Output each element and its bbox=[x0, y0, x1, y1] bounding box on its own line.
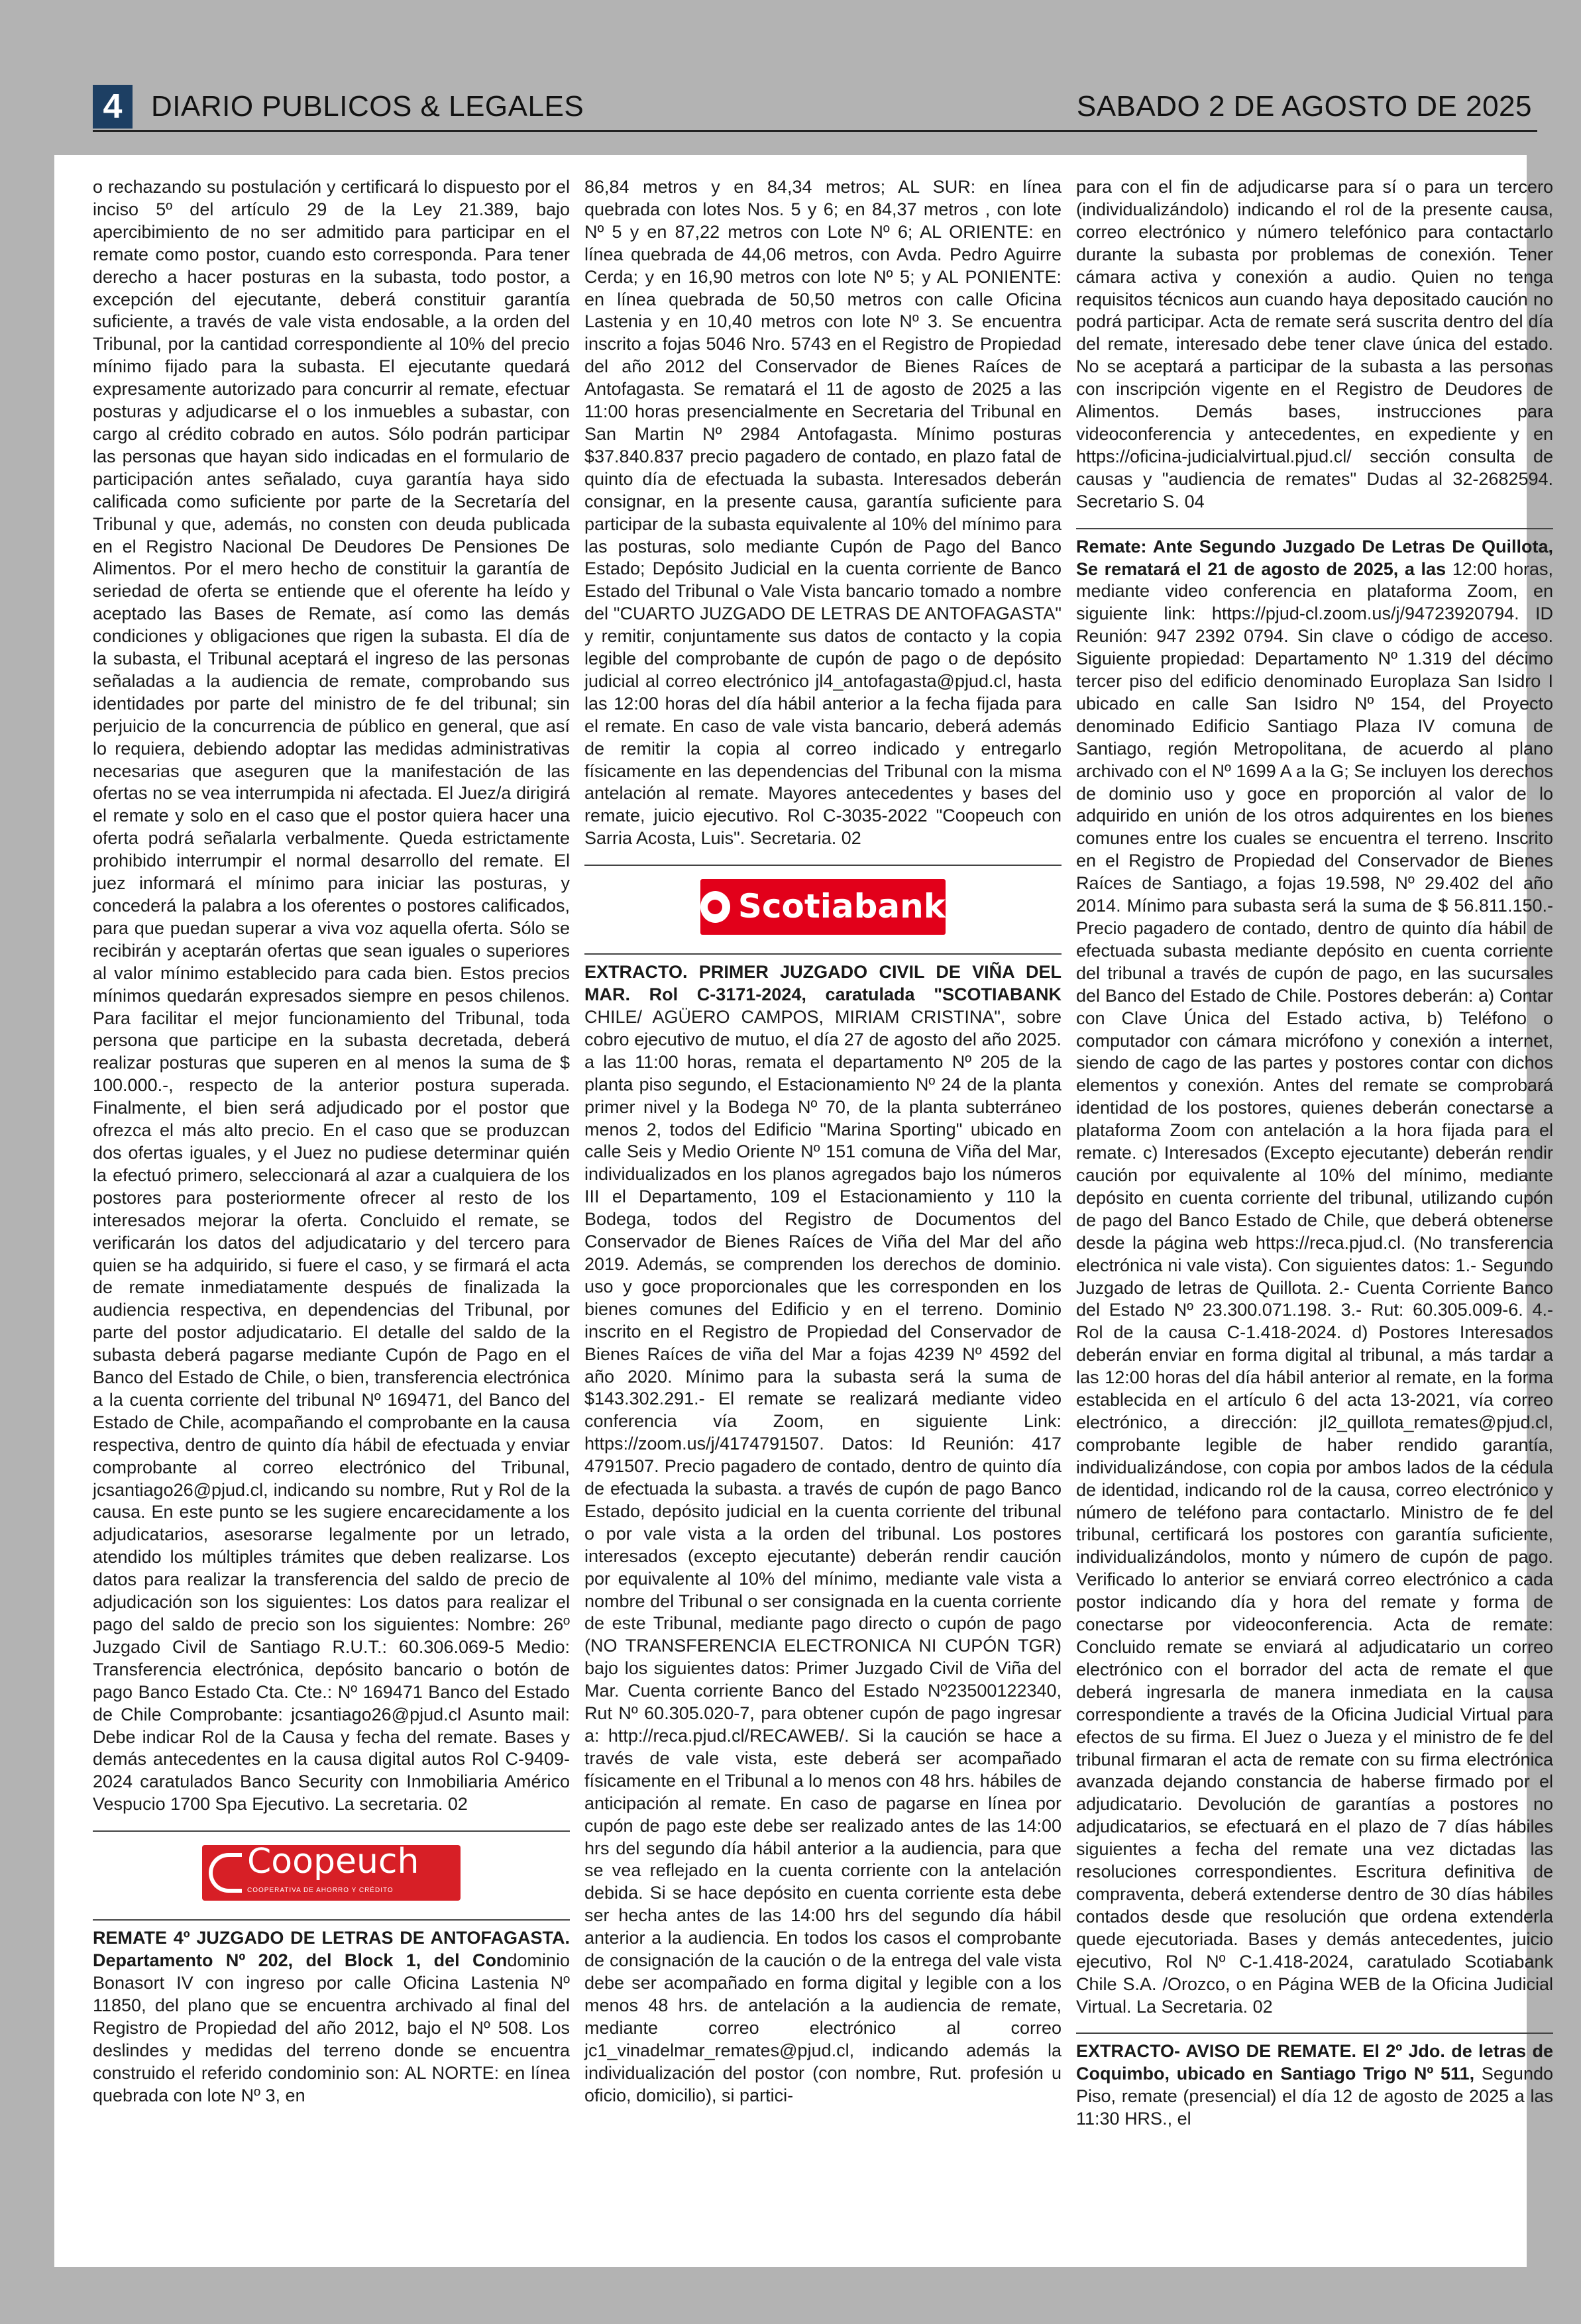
notice-continued: o rechazando su postulación y certificará lo dispuesto por el inciso 5º del artículo 29 de la Ley 21.389, bajo apercibimiento de no ser admitido para participar en el remate como postor, cuando esto corresponda. Para tener derecho a hacer posturas en la subasta, todo postor, a excepción del ejecutante, deberá constituir garantía suficiente, a través de vale vista endosable, a la orden del Tribunal, por la cantidad correspondiente al 10% del precio mínimo fijado para la subasta. El ejecutante quedará expresamente autorizado para concurrir al remate, efectuar posturas y adjudicarse el o los inmuebles a subastar, con cargo al crédito cobrado en autos. Sólo podrán participar las personas que hayan sido indicadas en el formulario de participación antes señalado, cuya garantía haya sido calificada como suficiente por parte de la Secretaría del Tribunal y que, además, no consten con deuda publicada en el Registro Nacional De Deudores De Pensiones De Alimentos. Por el mero hecho de constituir la garantía de seriedad de oferta se entiende que el oferente ha leído y aceptado las Bases de Remate, así como las demás condiciones y obligaciones que rigen la subasta. El día de la subasta, el Tribunal aceptará el ingreso de las personas señaladas a la audiencia de remate, comprobando sus identidades por parte del ministro de fe del tribunal; sin perjuicio de la concurrencia de público en general, que así lo requiera, debiendo adoptar las medidas administrativas necesarias que aseguren que la manifestación de las ofertas no se vea interrumpida ni afectada. El Juez/a dirigirá el remate y solo en el caso que el postor quiera hacer una oferta podrá señalarla verbalmente. Queda estrictamente prohibido interrumpir el normal desarrollo del remate. El juez informará el mínimo para iniciar las posturas, y concederá la palabra a los oferentes o postores calificados, para que puedan superar a viva voz aquella oferta. Sólo se recibirán y aceptarán ofertas que sean iguales o superiores al valor mínimo establecido para cada bien. Estos precios mínimos quedarán expresados siempre en pesos chilenos. Para facilitar el mejor funcionamiento del Tribunal, toda persona que participe en la subasta decretada, deberá realizar posturas que superen en al menos la suma de $ 100.000.-, respecto de la anterior postura superada. Finalmente, el bien será adjudicado por el postor que ofrezca el más alto precio. En el caso que se produzcan dos ofertas iguales, y el Juez no pudiese determinar quién la efectuó primero, seleccionará al azar a cualquiera de los postores para posteriormente ofrecer al resto de los interesados mejorar la oferta. Concluido el remate, se verificarán los datos del adjudicatario y del tercero para quien se ha adquirido, si fuere el caso, y se firmará el acta de remate inmediatamente después de finalizada la audiencia respectiva, en dependencias del Tribunal, por parte del postor adjudicatario. El detalle del saldo de la subasta deberá pagarse mediante Cupón de Pago en el Banco del Estado de Chile, o bien, transferencia electrónica a la cuenta corriente del tribunal Nº 169471, del Banco del Estado de Chile, acompañando el comprobante en la causa respectiva, dentro de quinto día hábil de efectuada y enviar comprobante al correo electrónico del Tribunal, jcsantiago26@pjud.cl, indicando su nombre, Rut y Rol de la causa. En este punto se les sugiere encarecidamente a los adjudicatarios, asesorarse legalmente por un letrado, atendido los múltiples trámites que deben realizarse. Los datos para realizar la transferencia del saldo de precio de adjudicación son los siguientes: Los datos para realizar el pago del saldo de precio son los siguientes: Nombre: 26º Juzgado Civil de Santiago R.U.T.: 60.306.069-5 Medio: Transferencia electrónica, depósito bancario o botón de pago Banco Estado Cta. Cte.: Nº 169471 Banco del Estado de Chile Comprobante: jcsantiago26@pjud.cl Asunto mail: Debe indicar Rol de la Causa y fecha del remate. Bases y demás antecedentes en la causa digital autos Rol C-9409-2024 caratulados Banco Security con Inmobiliaria Américo Vespucio 1700 Spa Ejecutivo. La secretaria. 02 bbox=[93, 177, 570, 1815]
column-3 bbox=[1076, 176, 1553, 2256]
scotiabank-logo bbox=[584, 875, 1062, 939]
notice-vina-del-mar-continued: para con el fin de adjudicarse para sí o para un tercero (individualizándolo) indicando el rol de la presente causa, correo electrónico y número telefónico para contactarlo durante la subasta por problemas de conexión. Tener cámara activa y conexión a audio. Quien no tenga requisitos técnicos aun cuando haya depositado caución no podrá participar. Acta de remate será suscrita dentro del día del remate, interesado debe tener clave única del estado. No se aceptará a participar de la subasta a las personas con inscripción vigente en el Registro de Deudores de Alimentos. Demás bases, instrucciones para videoconferencia y antecedentes, en expediente y en https://oficina-judicialvirtual.pjud.cl/ sección consulta de causas y "audiencia de remates" Dudas al 32-2682594. Secretario S. 04 bbox=[1076, 177, 1553, 511]
coopeuch-badge bbox=[202, 1842, 461, 1901]
notice-body: CHILE/ AGÜERO CAMPOS, MIRIAM CRISTINA", sobre cobro ejecutivo de mutuo, el día 27 de agosto del año 2025. a las 11:00 horas, remata el departamento Nº 205 de la planta piso segundo, el Estacionamiento Nº 24 de la planta primer nivel y la Bodega Nº 70, de la planta subterráneo menos 2, todos del Edificio "Marina Sporting" ubicado en calle Seis y Medio Oriente Nº 151 comuna de Viña del Mar, individualizados en los planos agregados bajo los números III el Departamento, 109 el Estacionamiento y 110 la Bodega, todos del Registro de Documentos del Conservador de Bienes Raíces de Viña del Mar del año 2019. Además, se comprenden los derechos de dominio. uso y goce proporcionales que les corresponden en los bienes comunes del Edificio y en el terreno. Dominio inscrito en el Registro de Propiedad del Conservador de Bienes Raíces de viña del Mar a fojas 4239 Nº 4592 del año 2020. Mínimo para la subasta será la suma de $143.302.291.- El remate se realizará mediante video conferencia vía Zoom, en siguiente Link: https://zoom.us/j/4174791507. Datos: Id Reunión: 417 4791507. Precio pagadero de contado, dentro de quinto día de efectuada la subasta. a través de cupón de pago Banco Estado, depósito judicial en la cuenta corriente del tribunal o por vale vista a la orden del tribunal. Los postores interesados (excepto ejecutante) deberán rendir caución por equivalente al 10% del mínimo, mediante vale vista a nombre del Tribunal o ser consignada en la cuenta corriente de este Tribunal, mediante pago directo o cupón de pago (NO TRANSFERENCIA ELECTRONICA NI CUPÓN TGR) bajo los siguientes datos: Primer Juzgado Civil de Viña del Mar. Cuenta corriente Banco del Estado Nº23500122340, Rut Nº 60.305.020-7, para obtener cupón de pago ingresar a: http://reca.pjud.cl/RECAWEB/. Si la caución se hace a través de vale vista, este deberá ser acompañado físicamente en el Tribunal a lo menos con 48 hrs. hábiles de anticipación al remate. En caso de pagarse en línea por cupón de pago este debe ser realizado antes de las 14:00 hrs del segundo día hábil anterior a la audiencia, para que se vea reflejado en la cuenta corriente con la antelación debida. Si se hace depósito en cuenta corriente esta debe ser hecha antes de las 14:00 hrs del segundo día hábil anterior a la audiencia. En todos los casos el comprobante de consignación de la caución o de la entrega del vale vista debe ser acompañado en forma digital y legible con a los menos 48 hrs. de antelación a la audiencia de remate, mediante correo electrónico al correo jc1_vinadelmar_remates@pjud.cl, indicando además la individualización del postor (con nombre, Rut. profesión u oficio, domicilio), si partici- bbox=[584, 1007, 1062, 2105]
coopeuch-mark-icon bbox=[209, 1853, 242, 1893]
notice-heading: EXTRACTO- AVISO DE REMATE. El 2º Jdo. de letras de Coquimbo, ubicado en Santiago Trigo Nº 511, bbox=[1076, 2041, 1553, 2084]
coopeuch-name: Coopeuch bbox=[247, 1842, 419, 1882]
notice-antofagasta bbox=[93, 1927, 570, 2107]
column-2 bbox=[584, 176, 1062, 2256]
page-header bbox=[93, 83, 1537, 132]
notice-coquimbo bbox=[1076, 2040, 1553, 2131]
notice-heading: REMATE 4º JUZGADO DE LETRAS DE ANTOFAGASTA. Departamento Nº 202, del Block 1, del Con bbox=[93, 1928, 570, 1971]
scotiabank-name: Scotiabank bbox=[737, 887, 946, 926]
divider bbox=[93, 1830, 570, 1832]
divider bbox=[584, 953, 1062, 955]
scotiabank-badge bbox=[700, 879, 946, 935]
notice-body: Segundo Piso, remate (presencial) el día 12 de agosto de 2025 a las 11:30 HRS., el bbox=[1076, 2064, 1553, 2129]
newspaper-title: DIARIO PUBLICOS & LEGALES bbox=[151, 90, 584, 123]
scotiabank-globe-icon bbox=[700, 891, 730, 923]
notice-quillota bbox=[1076, 536, 1553, 2019]
notice-vina-del-mar bbox=[584, 961, 1062, 2107]
notice-antofagasta-continued: 86,84 metros y en 84,34 metros; AL SUR: en línea quebrada con lotes Nos. 5 y 6; en 84,37 metros , con lote Nº 5 y en 87,22 metros con Lote Nº 6; AL ORIENTE: en línea quebrada de 44,06 metros, con Avda. Pedro Aguirre Cerda; y en 16,90 metros con lote Nº 5; y AL PONIENTE: en línea quebrada de 50,50 metros con calle Oficina Lastenia y en 10,40 metros con lote Nº 3. Se encuentra inscrito a fojas 5046 Nro. 5743 en el Registro de Propiedad del año 2012 del Conservador de Bienes Raíces de Antofagasta. Se rematará el 11 de agosto de 2025 a las 11:00 horas presencialmente en Secretaria del Tribunal en San Martin Nº 2984 Antofagasta. Mínimo posturas $37.840.837 precio pagadero de contado, en plazo fatal de quinto día de efectuada la subasta. Interesados deberán consignar, en la presente causa, garantía suficiente para participar de la subasta equivalente al 10% del mínimo para las posturas, solo mediante Cupón de Pago del Banco Estado; Depósito Judicial en la cuenta corriente de Banco Estado del Tribunal o Vale Vista bancario tomado a nombre del "CUARTO JUZGADO DE LETRAS DE ANTOFAGASTA" y remitir, conjuntamente sus datos de contacto y la copia legible del comprobante de cupón de pago o de depósito judicial al correo electrónico jl4_antofagasta@pjud.cl, hasta las 12:00 horas del día hábil anterior a la fecha fijada para el remate. En caso de vale vista bancario, deberá además de remitir la copia al correo indicado y entregarlo físicamente en las dependencias del Tribunal con la misma antelación al remate. Mayores antecedentes y bases del remate, juicio ejecutivo. Rol C-3035-2022 "Coopeuch con Sarria Acosta, Luis". Secretaria. 02 bbox=[584, 177, 1062, 849]
notice-body: 12:00 horas, mediante video conferencia en plataforma Zoom, en siguiente link: https://pjud-cl.zoom.us/j/94723920794. ID Reunión: 947 2392 0794. Sin clave o código de acceso. Siguiente propiedad: Departamento Nº 1.319 del décimo tercer piso del edificio denominado Europlaza San Isidro I ubicado en calle San Isidro Nº 154, del Proyecto denominado Edificio Santiago Plaza IV comuna de Santiago, región Metropolitana, de acuerdo al plano archivado con el Nº 1699 A a la G; Se incluyen los derechos de dominio uso y goce en proporción al valor de lo adquirido en unión de los otros adquirentes en los bienes comunes entre los cuales se encuentra el terreno. Inscrito en el Registro de Propiedad del Conservador de Bienes Raíces de Santiago, a fojas 19.598, Nº 29.402 del año 2014. Mínimo para subasta será la suma de $ 56.811.150.- Precio pagadero de contado, dentro de quinto día hábil de efectuada subasta mediante depósito en cuenta corriente del tribunal a través de cupón de pago, en las sucursales del Banco del Estado de Chile. Postores deberán: a) Contar con Clave Única del Estado activa, b) Teléfono o computador con cámara micrófono y conexión a internet, siendo de cago de las partes y postores contar con dichos elementos y conexión. Antes del remate se comprobará identidad de los postores, quienes deberán conectarse a plataforma Zoom con antelación a la hora fijada para el remate. c) Interesados (Excepto ejecutante) deberán rendir caución por equivalente al 10% del mínimo, mediante depósito en cuenta corriente del tribunal, utilizando cupón de pago del Banco Estado de Chile, que deberá obtenerse desde la página web https://reca.pjud.cl. (No transferencia electrónica ni vale vista). Con siguientes datos: 1.- Segundo Juzgado de letras de Quillota. 2.- Cuenta Corriente Banco del Estado Nº 23.300.071.198. 3.- Rut: 60.305.009-6. 4.- Rol de la causa C-1.418-2024. d) Postores Interesados deberán enviar en forma digital al tribunal, a más tardar a las 12:00 horas del día hábil anterior al remate, en la forma establecida en el artículo 6 del acta 13-2021, vía correo electrónico, a dirección: jl2_quillota_remates@pjud.cl, comprobante legible de haber rendido garantía, individualizándose, con copia por ambos lados de la cédula de identidad, indicando rol de la causa, correo electrónico y número de teléfono para contactarlo. Ministro de fe del tribunal, certificará los postores con garantía suficiente, individualizándolos, monto y número de cupón de pago. Verificado lo anterior se enviará correo electrónico a cada postor indicando día y hora del remate y forma de conectarse por videoconferencia. Acta de remate: Concluido remate se enviará al adjudicatario un correo electrónico con el borrador del acta de remate el que deberá ingresarla de manera inmediata en la causa correspondiente a través de la Oficina Judicial Virtual para efectos de su firma. El Juez o Jueza y el ministro de fe del tribunal firmaran el acta de remate con su firma electrónica avanzada dejando constancia de haberse firmado por el adjudicatario. Devolución de garantías a postores no adjudicatarios, se efectuará en el plazo de 7 días hábiles siguientes a fecha del remate una vez dictadas las resoluciones correspondientes. Escritura definitiva de compraventa, deberá extenderse dentro de 30 días hábiles contados desde que resolución que ordena extenderla quede ejecutoriada. Bases y demás antecedentes, juicio ejecutivo, Rol Nº C-1.418-2024, caratulado Scotiabank Chile S.A. /Orozco, o en Página WEB de la Oficina Judicial Virtual. La Secretaria. 02 bbox=[1076, 558, 1553, 2017]
page-body bbox=[54, 155, 1553, 2267]
column-1 bbox=[93, 176, 570, 2256]
coopeuch-tagline: COOPERATIVA DE AHORRO Y CRÉDITO bbox=[247, 1887, 394, 1895]
page-number: 4 bbox=[93, 85, 133, 129]
divider bbox=[93, 1919, 570, 1921]
coopeuch-logo bbox=[93, 1841, 570, 1905]
divider bbox=[584, 865, 1062, 866]
divider bbox=[1076, 2033, 1553, 2034]
divider bbox=[1076, 528, 1553, 529]
notice-body: dominio Bonasort IV con ingreso por calle Oficina Lastenia Nº 11850, del plano que se encuentra archivado al final del Registro de Propiedad del año 2012, bajo el Nº 508. Los deslindes y medidas del terreno donde se encuentra construido el referido condominio son: AL NORTE: en línea quebrada con lote Nº 3, en bbox=[93, 1950, 570, 2105]
notice-heading: EXTRACTO. PRIMER JUZGADO CIVIL DE VIÑA DEL MAR. Rol C-3171-2024, caratulada "SCOTIABANK bbox=[584, 962, 1062, 1005]
issue-date: SABADO 2 DE AGOSTO DE 2025 bbox=[1076, 90, 1532, 123]
notice-heading: Remate: Ante Segundo Juzgado De Letras De Quillota, Se rematará el 21 de agosto de 2025, a las bbox=[1076, 536, 1553, 579]
